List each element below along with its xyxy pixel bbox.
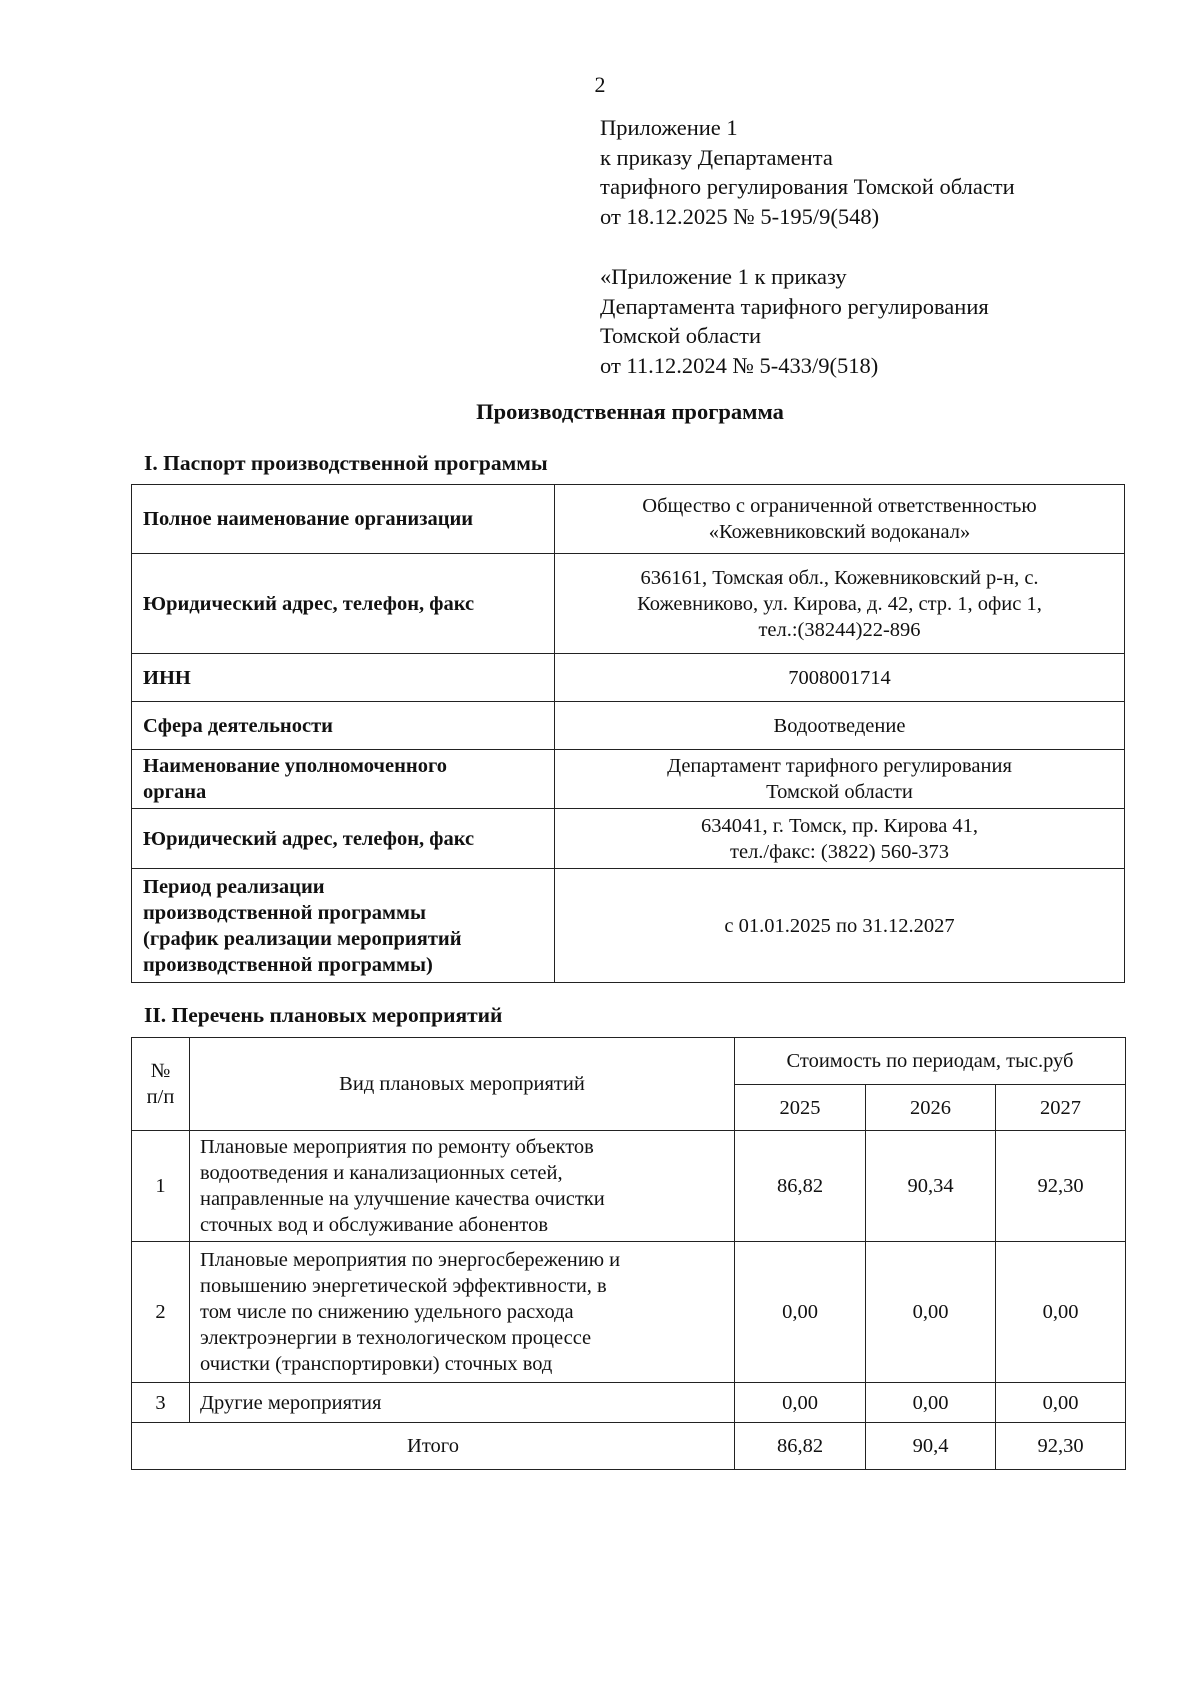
label-line: Период реализации: [143, 875, 325, 898]
passport-value: [555, 750, 1125, 809]
section2-heading: II. Перечень плановых мероприятий: [144, 1003, 503, 1027]
value-line: Департамент тарифного регулирования: [667, 755, 1012, 777]
label-line: производственной программы): [143, 953, 433, 976]
header-number: [132, 1038, 190, 1131]
value-line: 634041, г. Томск, пр. Кирова 41,: [700, 814, 979, 837]
appendix-line: к приказу Департамента: [600, 144, 833, 170]
passport-value: [555, 654, 1125, 702]
value-line: 7008001714: [788, 666, 891, 689]
document-title: Производственная программа: [476, 399, 784, 424]
cost-cell: 0,00: [996, 1383, 1126, 1423]
description-line: повышению энергетической эффективности, в: [200, 1275, 607, 1297]
appendix-line: тарифного регулирования Томской области: [600, 174, 1015, 199]
description-line: том числе по снижению удельного расхода: [200, 1301, 574, 1323]
total-row: [132, 1423, 1126, 1470]
passport-label: [132, 554, 555, 654]
row-number: 2: [132, 1242, 190, 1383]
table-header-row: [132, 1038, 1126, 1085]
total-cell: 86,82: [735, 1423, 866, 1470]
passport-label: [132, 654, 555, 702]
table-row: [132, 1242, 1126, 1383]
total-label: Итого: [132, 1423, 735, 1470]
passport-value: [555, 809, 1125, 869]
label-line: органа: [143, 781, 207, 803]
table-row: [132, 1131, 1126, 1242]
passport-table: [131, 484, 1125, 983]
passport-label: [132, 869, 555, 983]
header-number-line: №: [150, 1060, 171, 1082]
passport-label: [132, 750, 555, 809]
value-line: Водоотведение: [773, 714, 906, 737]
header-cost-by-period: Стоимость по периодам, тыс.руб: [735, 1038, 1126, 1085]
description-line: Плановые мероприятия по ремонту объектов: [200, 1136, 594, 1158]
previous-appendix-line: Департамента тарифного регулирования: [600, 293, 989, 319]
previous-appendix-reference: [600, 262, 1120, 380]
previous-appendix-line: «Приложение 1 к приказу: [600, 264, 847, 289]
appendix-line: от 18.12.2025 № 5-195/9(548): [600, 203, 880, 229]
cost-cell: 90,34: [866, 1131, 996, 1242]
table-row: [132, 1383, 1126, 1423]
label-line: Наименование уполномоченного: [143, 755, 447, 777]
value-line: с 01.01.2025 по 31.12.2027: [724, 914, 955, 937]
description-line: сточных вод и обслуживание абонентов: [200, 1214, 549, 1236]
label-line: (график реализации мероприятий: [143, 927, 462, 950]
page-number: 2: [594, 72, 606, 97]
description-line: водоотведения и канализационных сетей,: [200, 1162, 563, 1184]
passport-label: [132, 485, 555, 554]
cost-cell: 86,82: [735, 1131, 866, 1242]
passport-value: [555, 485, 1125, 554]
label-line: Юридический адрес, телефон, факс: [143, 827, 475, 850]
description-line: очистки (транспортировки) сточных вод: [200, 1353, 553, 1375]
table-row: [132, 750, 1125, 809]
value-line: Кожевниково, ул. Кирова, д. 42, стр. 1, офис 1,: [637, 592, 1042, 615]
cost-cell: 92,30: [996, 1131, 1126, 1242]
label-line: ИНН: [143, 666, 191, 689]
row-description: [190, 1131, 735, 1242]
description-line: направленные на улучшение качества очистки: [200, 1188, 605, 1210]
value-line: «Кожевниковский водоканал»: [708, 521, 971, 543]
section1-heading: I. Паспорт производственной программы: [144, 451, 548, 475]
table-row: [132, 809, 1125, 869]
cost-cell: 0,00: [735, 1383, 866, 1423]
table-row: [132, 485, 1125, 554]
appendix-reference: [600, 113, 1120, 231]
value-line: тел.:(38244)22-896: [758, 618, 921, 641]
header-year: 2026: [866, 1085, 996, 1131]
value-line: Томской области: [766, 781, 913, 803]
label-line: производственной программы: [143, 901, 426, 924]
table-row: [132, 869, 1125, 983]
value-line: Общество с ограниченной ответственностью: [642, 495, 1037, 517]
label-line: Юридический адрес, телефон, факс: [143, 592, 475, 615]
cost-cell: 0,00: [996, 1242, 1126, 1383]
total-cell: 92,30: [996, 1423, 1126, 1470]
cost-cell: 0,00: [866, 1242, 996, 1383]
header-activity-type: Вид плановых мероприятий: [190, 1038, 735, 1131]
value-line: 636161, Томская обл., Кожевниковский р-н, с.: [640, 566, 1039, 589]
row-number: 3: [132, 1383, 190, 1423]
previous-appendix-line: Томской области: [600, 323, 762, 348]
header-number-line: п/п: [146, 1086, 175, 1108]
passport-value: [555, 702, 1125, 750]
table-row: [132, 654, 1125, 702]
label-line: Полное наименование организации: [143, 508, 474, 530]
passport-label: [132, 702, 555, 750]
header-year: 2027: [996, 1085, 1126, 1131]
previous-appendix-line: от 11.12.2024 № 5-433/9(518): [600, 352, 879, 378]
row-description: [190, 1383, 735, 1423]
description-line: Плановые мероприятия по энергосбережению и: [200, 1249, 621, 1271]
passport-value: [555, 554, 1125, 654]
total-cell: 90,4: [866, 1423, 996, 1470]
row-number: 1: [132, 1131, 190, 1242]
cost-cell: 0,00: [735, 1242, 866, 1383]
planned-activities-table: [131, 1037, 1126, 1470]
passport-value: [555, 869, 1125, 983]
header-year: 2025: [735, 1085, 866, 1131]
value-line: тел./факс: (3822) 560-373: [730, 840, 949, 863]
row-description: [190, 1242, 735, 1383]
passport-label: [132, 809, 555, 869]
description-line: Другие мероприятия: [200, 1391, 382, 1414]
label-line: Сфера деятельности: [143, 714, 333, 737]
cost-cell: 0,00: [866, 1383, 996, 1423]
table-row: [132, 554, 1125, 654]
appendix-line: Приложение 1: [600, 115, 738, 140]
description-line: электроэнергии в технологическом процессе: [200, 1327, 592, 1349]
table-row: [132, 702, 1125, 750]
